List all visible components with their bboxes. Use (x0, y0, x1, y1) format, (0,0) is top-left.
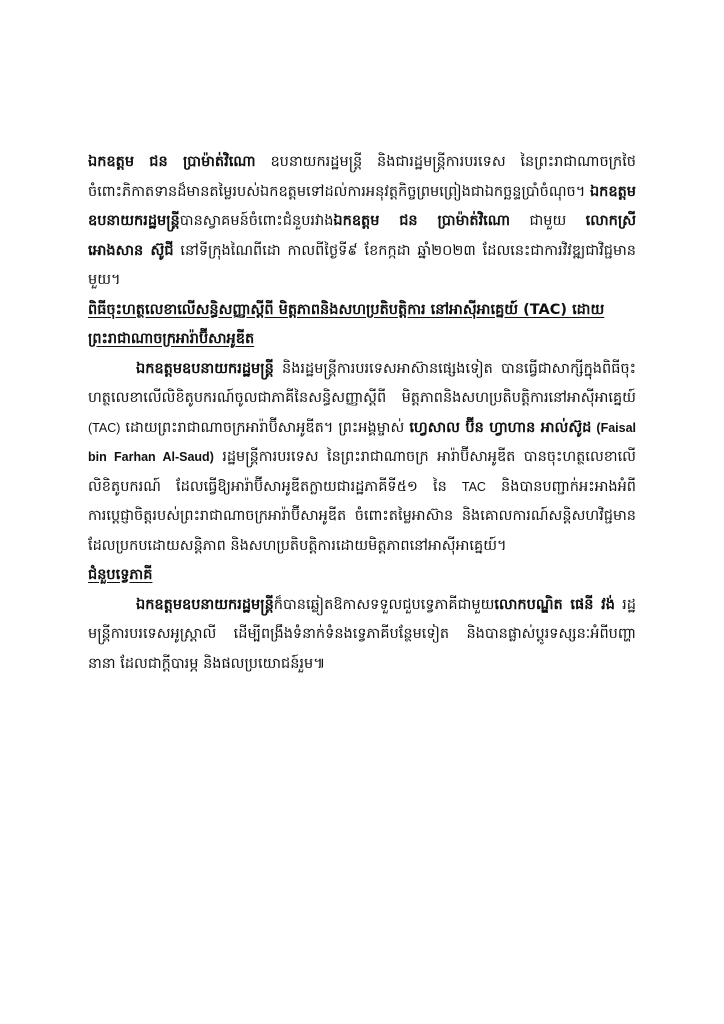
latin-text: (TAC) (88, 420, 121, 435)
bold-name: ឯកឧត្តមឧបនាយករដ្ឋមន្ត្រី (136, 596, 274, 613)
paragraph-1 (88, 148, 636, 296)
paragraph-3 (88, 591, 636, 680)
paragraph-2 (88, 355, 636, 562)
document-body (88, 148, 636, 679)
paragraph-text: ក៏បានឆ្លៀតឱកាសទទួលជួបទ្វេភាគីជាមួយ (273, 596, 495, 613)
paragraph-text: នៅទីក្រុងណៃពីដោ កាលពីថ្ងៃទី៩ ខែកក្កដា ឆ្នាំ២០២៣ ដែលនេះជាការវិវឌ្ឍជាវិជ្ជមានមួយ។ (88, 242, 636, 288)
bold-name: ឯកឧត្តម ជន ប្រាម៉ាត់វិណោ (88, 154, 256, 170)
paragraph-text: រដ្ឋមន្ត្រីការបរទេសអូស្ត្រាលី ដើម្បីពង្រឹងទំនាក់ទំនងទ្វេភាគីបន្ថែមទៀត និងបានផ្លាស់ប្តូរទស្សនៈអំពីបញ្ហានានា ដែលជាក្តីបារម្ភ និងផលប្រយោជន៍រួម៕ (88, 596, 636, 672)
paragraph-text: បានស្វាគមន៍ចំពោះជំនួបរវាង (179, 213, 334, 229)
section-heading-bilateral: ជំនួបទ្វេភាគី (88, 567, 153, 583)
bold-name: ឯកឧត្តមឧបនាយករដ្ឋមន្ត្រី (136, 360, 274, 377)
latin-text: (Faisal bin Farhan Al-Saud) (88, 420, 637, 464)
paragraph-text: ឧបនាយករដ្ឋមន្ត្រី និងជារដ្ឋមន្ត្រីការបរទេស នៃព្រះរាជាណាចក្រថៃ ចំពោះភិកាតទានដ៏មានតម្លៃរបស់ឯកឧត្តមទៅដល់ការអនុវត្តកិច្ចព្រមព្រៀងជាឯកច្ឆន្ទប្រាំចំណុច។ (88, 154, 636, 200)
bold-name: ឯកឧត្តម ជន ប្រាម៉ាត់វិណោ (333, 213, 511, 229)
paragraph-text: ដោយព្រះរាជាណាចក្រអារ៉ាប៊ីសាអូឌីត។ ព្រះអង្គម្ចាស់ (120, 419, 410, 436)
paragraph-text: និងរដ្ឋមន្ត្រីការបរទេសអាស៊ានផ្សេងទៀត បានធ្វើជាសាក្សីក្នុងពិធីចុះហត្ថលេខាលើលិខិតូបករណ៍ចូលជាភាគីនៃសន្ធិសញ្ញាស្តីពី មិត្តភាពនិងសហប្រតិបត្តិការនៅអាស៊ីអាគ្នេយ៍ (88, 360, 636, 406)
paragraph-text: ជាមួយ (510, 213, 586, 229)
bold-name: លោកបណ្ឌិត ផេនី វង់ (494, 596, 615, 613)
bold-name: លោកស្រី អោងសាន ស៊ូជី (88, 213, 636, 259)
bold-name: ឯកឧត្តមឧបនាយករដ្ឋមន្ត្រី (88, 183, 636, 229)
paragraph-text: និងបានបញ្ជាក់អះអាងអំពីការប្តេជ្ញាចិត្តរបស់ព្រះរាជាណាចក្រអារ៉ាប៊ីសាអូឌីត ចំពោះតម្លៃអាស៊ាន និងគោលការណ៍សន្តិសហវិជ្ជមាន ដែលប្រកបដោយសន្តិភាព និងសហប្រតិបត្តិការដោយមិត្តភាពនៅអាស៊ីអាគ្នេយ៍។ (88, 478, 636, 554)
bold-name: ហ្វេសាល ប៊ីន ហ្វាហាន អាល់ស៊ូដ (409, 419, 592, 436)
section-heading-tac: ពិធីចុះហត្ថលេខាលើសន្ធិសញ្ញាស្តីពី មិត្តភាពនិងសហប្រតិបត្តិការ នៅអាស៊ីអាគ្នេយ៍ (TAC) ដោយព្រះរាជាណាចក្រអារ៉ាប៊ីសាអូឌីត (88, 301, 605, 347)
latin-text: TAC (461, 479, 486, 494)
paragraph-text: រដ្ឋមន្ត្រីការបរទេស នៃព្រះរាជាណាចក្រ អារ៉ាប៊ីសាអូឌីត បានចុះហត្ថលេខាលើលិខិតូបករណ៍ ដែលធ្វើឱ្យអារ៉ាប៊ីសាអូឌីតក្លាយជារដ្ឋភាគីទី៥១ នៃ (88, 449, 636, 495)
